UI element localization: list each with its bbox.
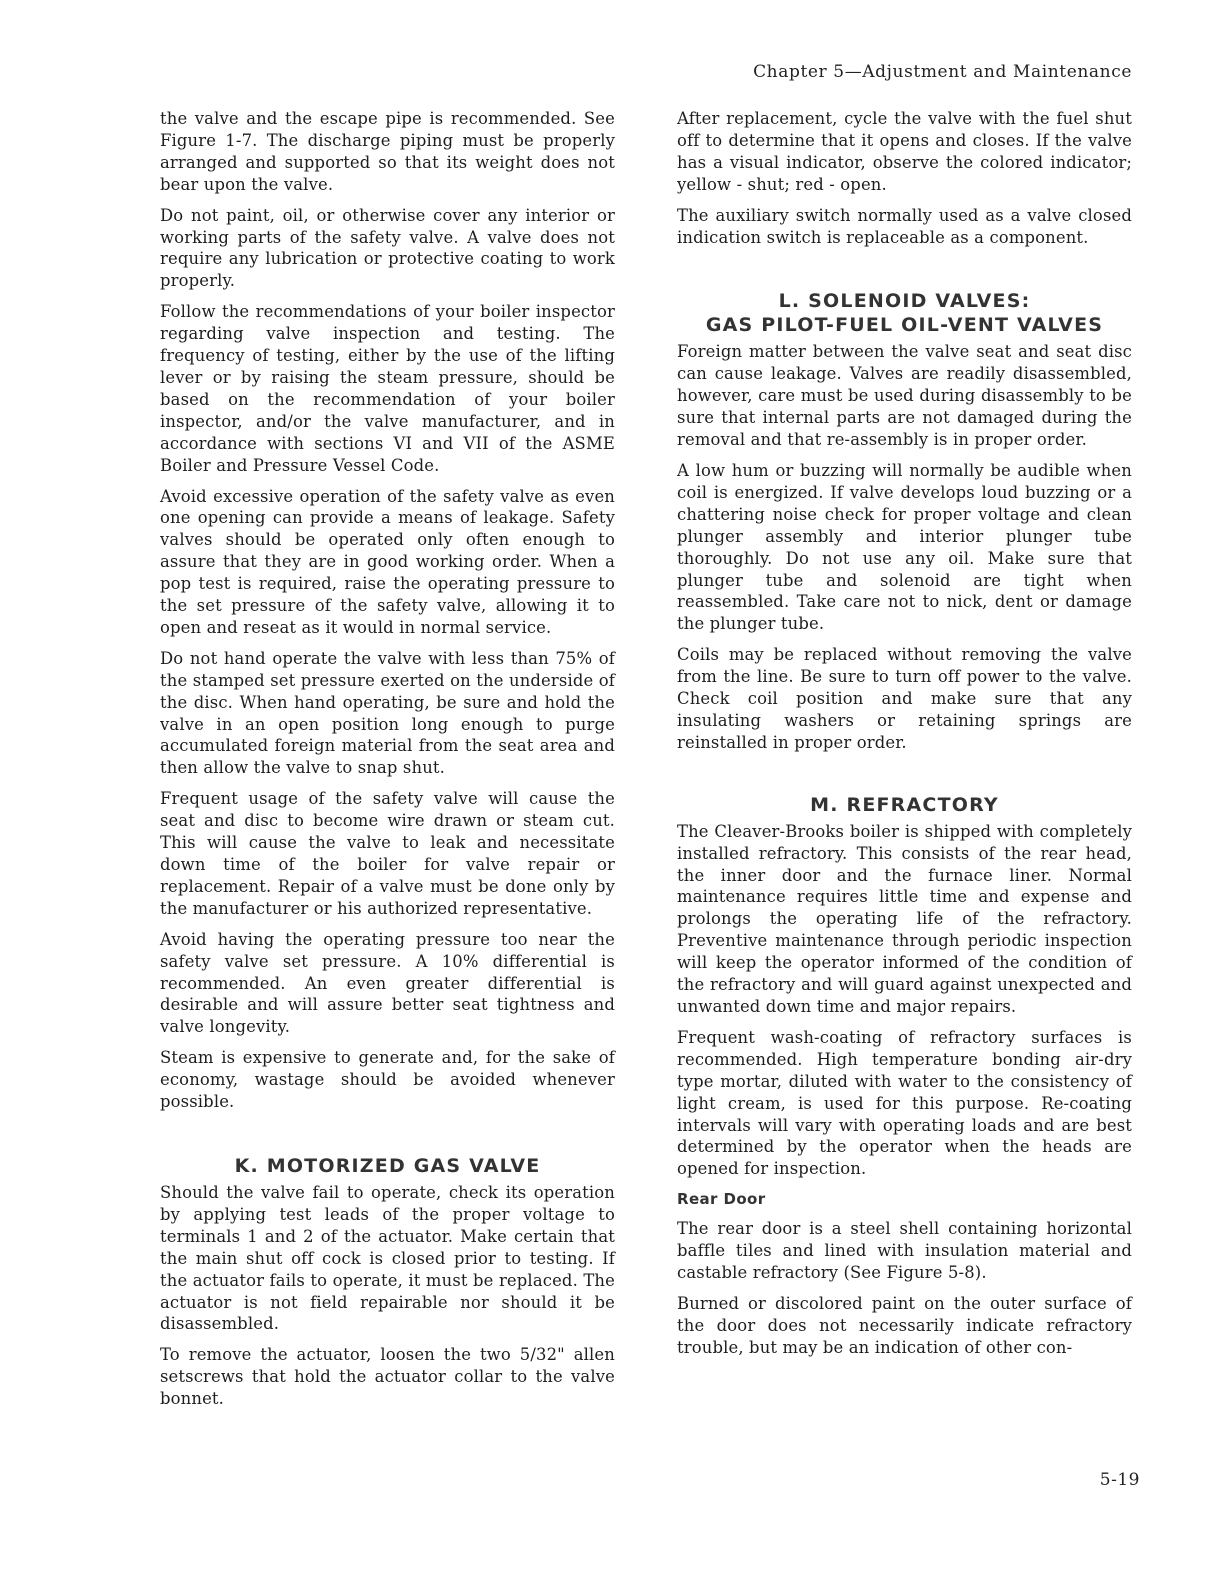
paragraph: Coils may be replaced without removing the valve from the line. Be sure to turn off power to the valve. Check coil position and make sure that any insulating washers or retaining springs are reinstalled in proper order. — [677, 645, 1132, 752]
section-heading-solenoid-valves — [677, 289, 1132, 337]
section-heading-motorized-gas-valve — [160, 1154, 615, 1178]
page-number: 5-19 — [1099, 1470, 1140, 1490]
paragraph: Steam is expensive to generate and, for the sake of economy, wastage should be avoided whenever possible. — [160, 1048, 615, 1112]
paragraph: Avoid excessive operation of the safety valve as even one opening can provide a means of leakage. Safety valves should be operated only often enough to assure that they are in good working order. When a pop test is required, raise the operating pressure to the set pressure of the safety valve, allowing it to open and reseat as it would in normal service. — [160, 486, 615, 637]
paragraph: To remove the actuator, loosen the two 5/32" allen setscrews that hold the actuator collar to the valve bonnet. — [160, 1345, 615, 1409]
left-column — [160, 108, 615, 1419]
section-heading-refractory — [677, 793, 1132, 817]
paragraph: Should the valve fail to operate, check its operation by applying test leads of the proper voltage to terminals 1 and 2 of the actuator. Make certain that the main shut off cock is closed prior to testing. If the actuator fails to operate, it must be replaced. The actuator is not field repairable nor should it be disassembled. — [160, 1182, 615, 1334]
paragraph: Do not paint, oil, or otherwise cover any interior or working parts of the safety valve. A valve does not require any lubrication or protective coating to work properly. — [160, 205, 615, 291]
paragraph: Do not hand operate the valve with less than 75% of the stamped set pressure exerted on the underside of the disc. When hand operating, be sure and hold the valve in an open position long enough to purge accumulated foreign material from the seat area and then allow the valve to snap shut. — [160, 648, 615, 778]
section-heading-text: K. MOTORIZED GAS VALVE — [234, 1154, 541, 1177]
paragraph: The rear door is a steel shell containing horizontal baffle tiles and lined with insulation material and castable refractory (See Figure 5-8). — [677, 1219, 1132, 1283]
section-heading-line-2: GAS PILOT-FUEL OIL-VENT VALVES — [705, 314, 1104, 337]
paragraph: the valve and the escape pipe is recommended. See Figure 1-7. The discharge piping must be properly arranged and supported so that its weight does not bear upon the valve. — [160, 109, 615, 194]
subheading-rear-door: Rear Door — [677, 1190, 766, 1209]
paragraph: The auxiliary switch normally used as a valve closed indication switch is replaceable as a component. — [677, 205, 1132, 247]
section-heading-text: M. REFRACTORY — [810, 793, 999, 816]
paragraph: After replacement, cycle the valve with the fuel shut off to determine that it opens and closes. If the valve has a visual indicator, observe the colored indicator; yellow - shut; red - open. — [677, 109, 1132, 194]
paragraph: Follow the recommendations of your boiler inspector regarding valve inspection and testing. The frequency of testing, either by the use of the lifting lever or by raising the steam pressure, should be based on the recommendation of your boiler inspector, and/or the valve manufacturer, and in accordance with sections VI and VII of the ASME Boiler and Pressure Vessel Code. — [160, 302, 615, 475]
running-head: Chapter 5—Adjustment and Maintenance — [753, 62, 1132, 82]
paragraph: The Cleaver-Brooks boiler is shipped with completely installed refractory. This consists of the rear head, the inner door and the furnace liner. Normal maintenance requires little time and expense and prolongs the operating life of the refractory. Preventive maintenance through periodic inspection will keep the operator informed of the condition of the refractory and will guard against unexpected and unwanted down time and major repairs. — [677, 821, 1132, 1016]
section-heading-line-1: L. SOLENOID VALVES: — [778, 290, 1031, 313]
paragraph: Frequent wash-coating of refractory surfaces is recommended. High temperature bonding air-dry type mortar, diluted with water to the consistency of light cream, is used for this purpose. Re-coating intervals will vary with operating loads and are best determined by the operator when the heads are opened for inspection. — [677, 1027, 1132, 1179]
right-column — [677, 108, 1132, 1368]
paragraph: A low hum or buzzing will normally be audible when coil is energized. If valve develops loud buzzing or a chattering noise check for proper voltage and clean plunger assembly and interior plunger tube thoroughly. Do not use any oil. Make sure that plunger tube and solenoid are tight when reassembled. Take care not to nick, dent or damage the plunger tube. — [677, 460, 1132, 634]
paragraph: Avoid having the operating pressure too near the safety valve set pressure. A 10% differential is recommended. An even greater differential is desirable and will assure better seat tightness and valve longevity. — [160, 929, 615, 1037]
paragraph: Burned or discolored paint on the outer surface of the door does not necessarily indicate refractory trouble, but may be an indication of other con- — [677, 1293, 1132, 1357]
paragraph: Foreign matter between the valve seat and seat disc can cause leakage. Valves are readily disassembled, however, care must be used during disassembly to be sure that internal parts are not damaged during the removal and that re-assembly is in proper order. — [677, 342, 1132, 450]
paragraph: Frequent usage of the safety valve will cause the seat and disc to become wire drawn or steam cut. This will cause the valve to leak and necessitate down time of the boiler for valve repair or replacement. Repair of a valve must be done only by the manufacturer or his authorized representative. — [160, 789, 615, 918]
